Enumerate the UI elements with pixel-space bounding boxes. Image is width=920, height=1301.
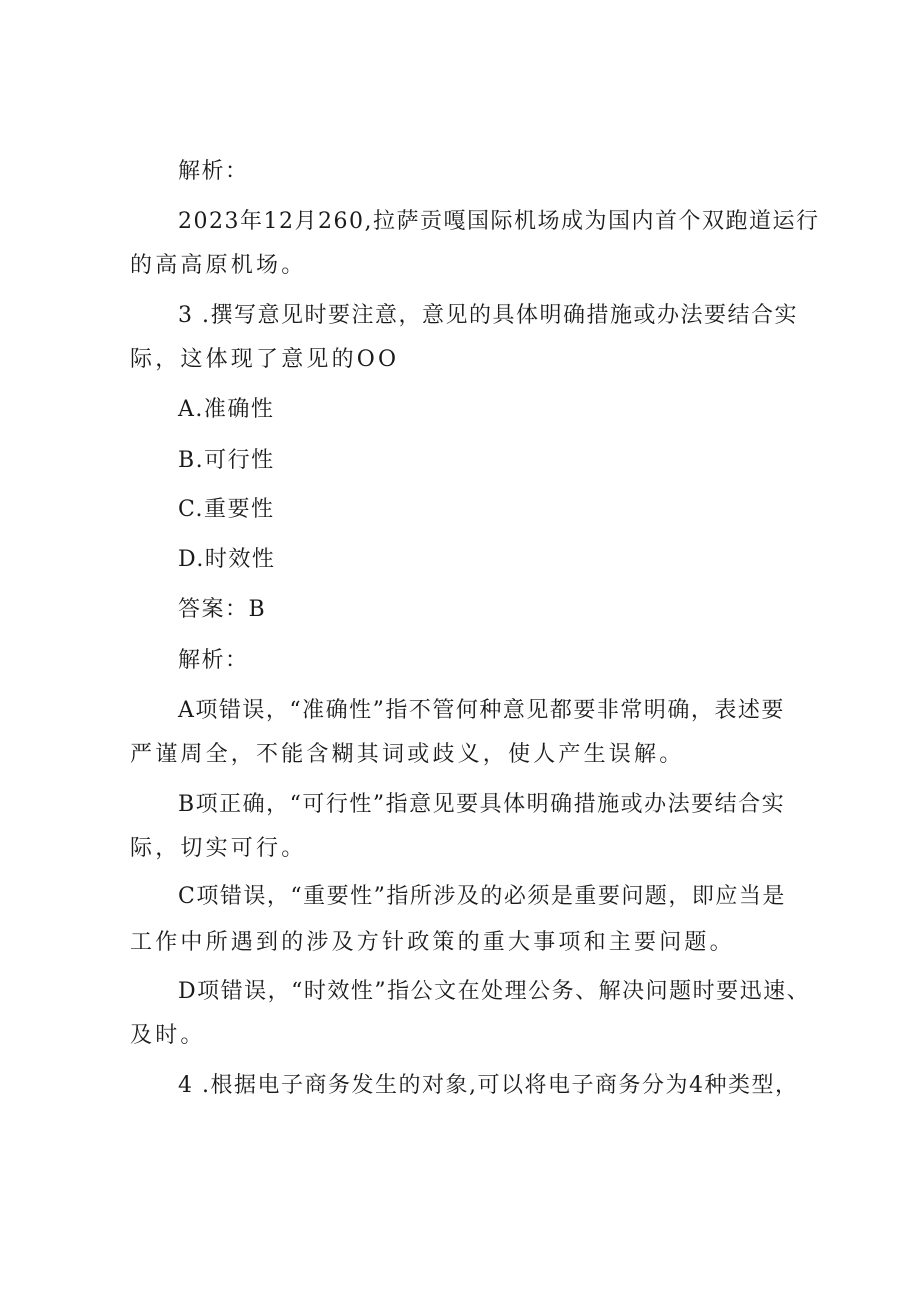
q3-answer: 答案：B (178, 597, 267, 622)
q2-analysis-label: 解析： (178, 159, 249, 184)
q3-analysis-a-line2: 严谨周全，不能含糊其词或歧义，使人产生误解。 (130, 742, 685, 767)
q4-stem-line1: 4 .根据电子商务发生的对象,可以将电子商务分为4种类型， (178, 1073, 799, 1098)
q2-analysis-text-line2: 的高高原机场。 (130, 253, 307, 278)
q3-stem-line1: 3 .撰写意见时要注意，意见的具体明确措施或办法要结合实 (178, 303, 798, 328)
q3-option-a: A.准确性 (178, 397, 275, 422)
q3-analysis-b-line1: B项正确，“可行性”指意见要具体明确措施或办法要结合实 (178, 792, 786, 817)
q3-option-c: C.重要性 (178, 497, 275, 522)
q3-analysis-c-line2: 工作中所遇到的涉及方针政策的重大事项和主要问题。 (130, 930, 735, 955)
q3-option-d: D.时效性 (178, 547, 276, 572)
q3-option-b: B.可行性 (178, 448, 275, 473)
q3-analysis-d-line1: D项错误，“时效性”指公文在处理公务、解决问题时要迅速、 (178, 979, 811, 1004)
q3-stem-line2: 际，这体现了意见的OO (130, 347, 400, 372)
q2-analysis-text-line1: 2023年12月260,拉萨贡嘎国际机场成为国内首个双跑道运行 (178, 209, 820, 234)
q3-analysis-label: 解析： (178, 648, 249, 673)
q3-analysis-b-line2: 际，切实可行。 (130, 836, 307, 861)
q3-analysis-c-line1: C项错误，“重要性”指所涉及的必须是重要问题，即应当是 (178, 884, 786, 909)
q3-analysis-a-line1: A项错误，“准确性”指不管何种意见都要非常明确，表述要 (178, 698, 785, 723)
q3-analysis-d-line2: 及时。 (130, 1023, 206, 1048)
